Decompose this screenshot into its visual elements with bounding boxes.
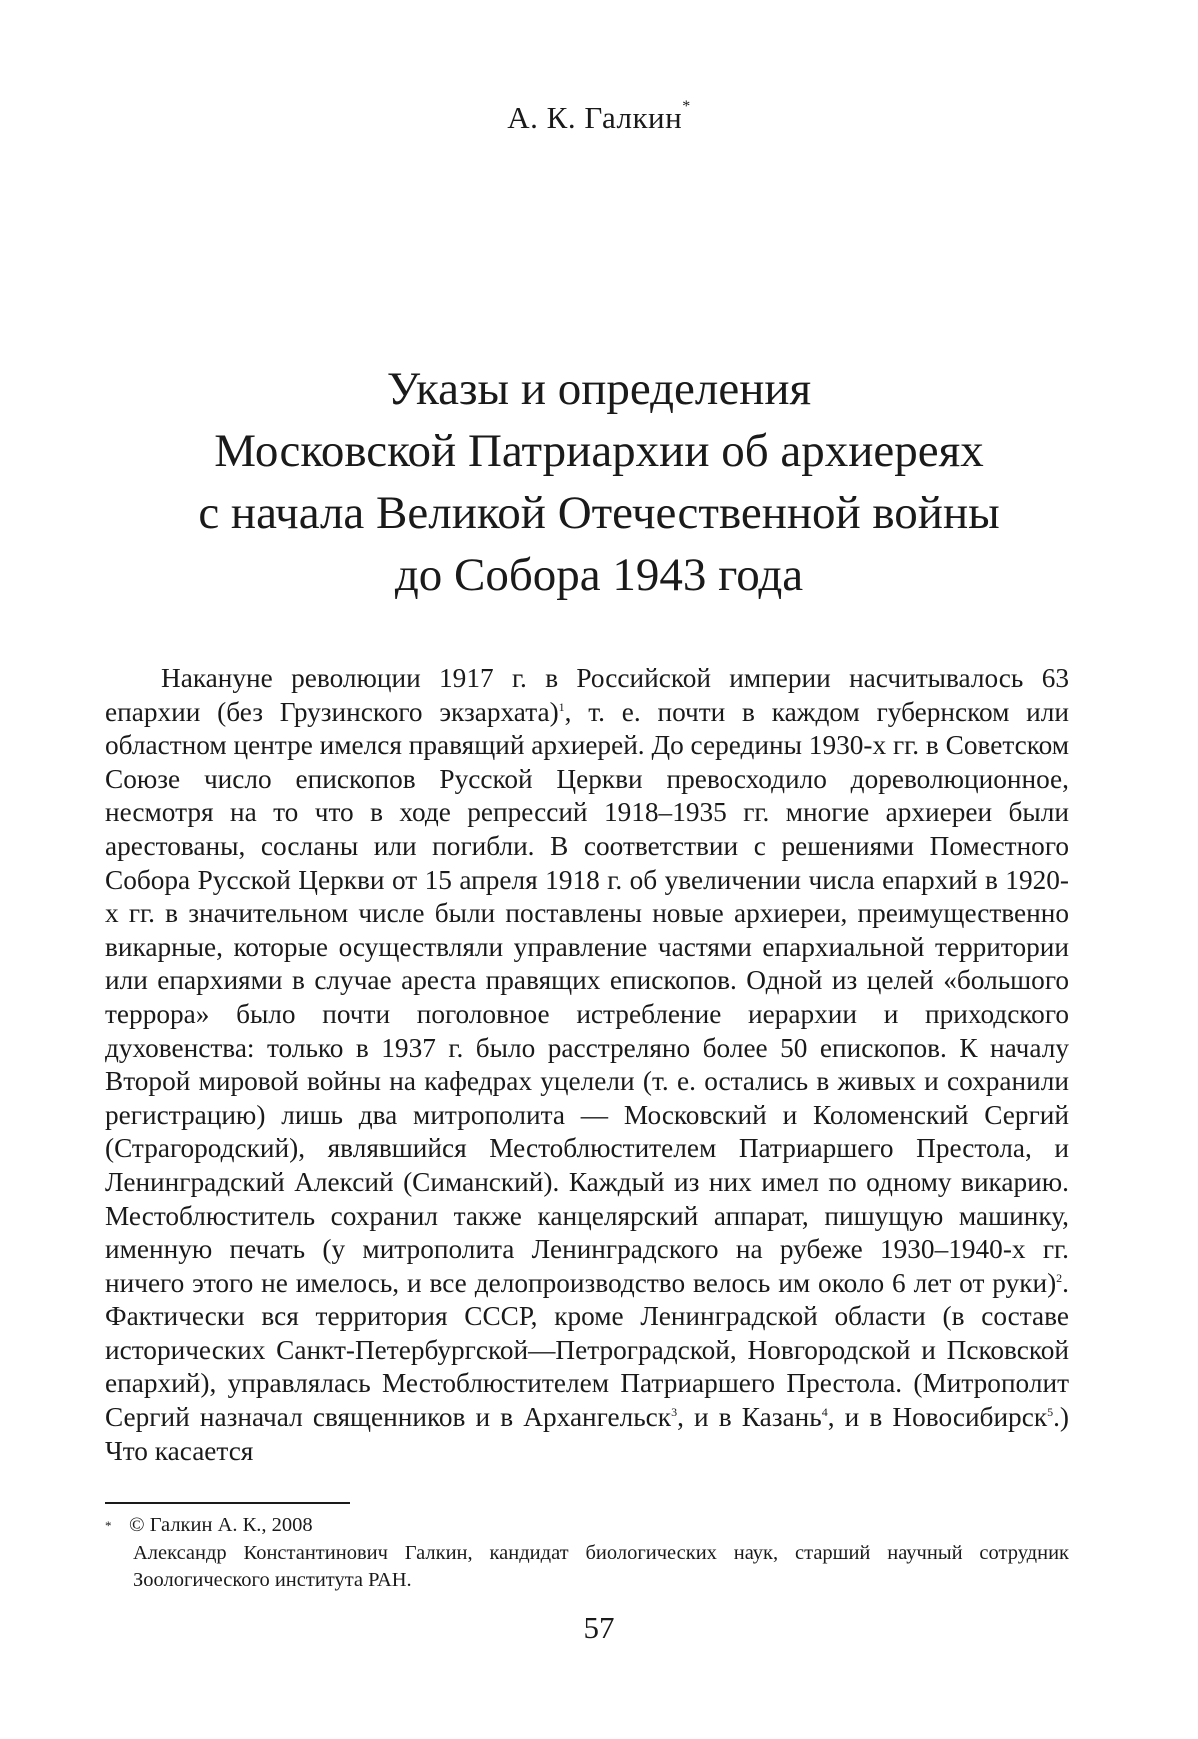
footnote-ref-4: 4 (821, 1404, 828, 1419)
article-title (0, 358, 1198, 606)
body-text-segment: Накануне революции 1917 г. в Российской империи насчитывалось 63 епархии (без Грузинского экзархата) (105, 663, 1069, 727)
footnote-ref-3: 3 (671, 1404, 678, 1419)
body-text-segment: . Фактически вся территория СССР, кроме Ленинградской области (в составе исторических Санкт-Петербургской—Петроградской, Новгородской и Псковской епархий), управлялась Местоблюстителем Патриаршего Престола. (Митрополит Сергий назначал священников и в Архангельск (105, 1267, 1069, 1433)
title-line-3: с начала Великой Отечественной войны (198, 487, 1000, 539)
footnote-copyright-text: © Галкин А. К., 2008 (129, 1514, 313, 1536)
title-line-1: Указы и определения (386, 363, 812, 415)
footnote-mark: * (105, 1518, 112, 1533)
author-name (0, 100, 1198, 136)
footnote-ref-5: 5 (1047, 1404, 1054, 1419)
footnote-ref-2: 2 (1056, 1270, 1063, 1285)
body-text-segment: , т. е. почти в каждом губернском или областном центре имелся правящий архиерей. До середины 1930-х гг. в Советском Союзе число епископов Русской Церкви превосходило дореволюционное, несмотря на то что в ходе репрессий 1918–1935 гг. многие архиереи были арестованы, сосланы или погибли. В соответствии с решениями Поместного Собора Русской Церкви от 15 апреля 1918 г. об увеличении числа епархий в 1920-х гг. в значительном числе были поставлены новые архиереи, преимущественно викарные, которые осуществляли управление частями епархиальной территории или епархиями в случае ареста правящих епископов. Одной из целей «большого террора» было почти поголовное истребление иерархии и приходского духовенства: только в 1937 г. было расстреляно более 50 епископов. К началу Второй мировой войны на кафедрах уцелели (т. е. остались в живых и сохранили регистрацию) лишь два митрополита — Московский и Коломенский Сергий (Страгородский), являвшийся Местоблюстителем Патриаршего Престола, и Ленинградский Алексий (Симанский). Каждый из них имел по одному викарию. Местоблюститель сохранил также канцелярский аппарат, пишущую машинку, именную печать (у митрополита Ленинградского на рубеже 1930–1940-х гг. ничего этого не имелось, и все делопроизводство велось им около 6 лет от руки) (105, 696, 1070, 1298)
title-line-2: Московской Патриархии об архиереях (214, 425, 984, 477)
title-line-4: до Собора 1943 года (394, 549, 804, 601)
footnote-ref-1: 1 (558, 699, 565, 714)
author-name-text: А. К. Галкин (507, 100, 683, 135)
body-paragraph (105, 662, 1069, 1468)
body-text-segment: , и в Новосибирск (827, 1402, 1048, 1433)
page-number: 57 (583, 1610, 615, 1645)
footnote-divider (105, 1502, 350, 1504)
body-text-segment: .) Что касается (105, 1402, 1069, 1466)
footnote-bio: Александр Константинович Галкин, кандидат биологических наук, старший научный сотрудник Зоологического института РАН. (133, 1542, 1069, 1591)
footnote-copyright (105, 1512, 1069, 1539)
body-text-segment: , и в Казань (677, 1402, 822, 1433)
author-footnote-mark: * (682, 98, 691, 115)
